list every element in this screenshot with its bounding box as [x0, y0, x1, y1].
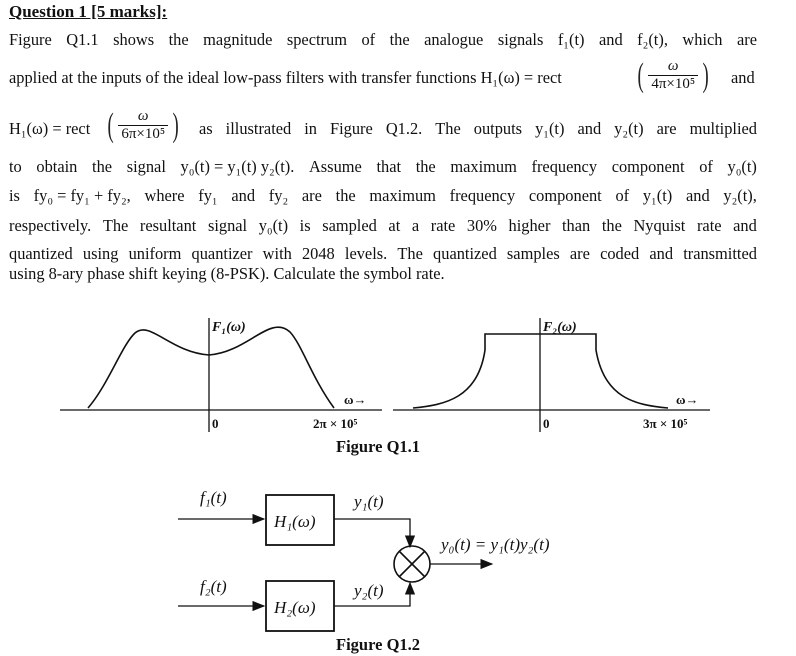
word: Q1.1 [66, 30, 99, 49]
f1-zero: 0 [212, 416, 219, 431]
frac2-num: ω [118, 108, 168, 126]
line2-text: applied at the inputs of the ideal low-pass filters with transfer functions H₁(ω) = rect [9, 68, 562, 87]
word: the [335, 186, 356, 205]
word: fy₁ [198, 186, 218, 205]
frac1-num: ω [648, 58, 698, 76]
word: and [231, 186, 256, 205]
word: and [599, 30, 623, 49]
input2-label: f₂(t) [200, 577, 227, 596]
word: 2048 [301, 244, 335, 263]
word: and [733, 216, 757, 235]
output-label: y₀(t) = y₁(t)y₂(t) [441, 535, 550, 554]
rect-argument-2: ( $\frac{\omega}{\text{6π×10⁵}}$ ) [107, 106, 179, 144]
word: 30% [466, 216, 497, 235]
word: resultant [139, 216, 197, 235]
word: analogue [424, 30, 484, 49]
word: spectrum [286, 30, 347, 49]
word: y₀(t) [727, 157, 757, 176]
word: maximum [369, 186, 436, 205]
word: a [411, 216, 420, 235]
f1-label: F₁(ω) [212, 320, 246, 335]
word: of [361, 30, 376, 49]
word: at [388, 216, 401, 235]
word: f₂(t), [637, 30, 668, 49]
frac1-den: 4π×10⁵ [651, 76, 696, 92]
word: The [102, 216, 129, 235]
word: of [615, 186, 630, 205]
word: The [435, 119, 461, 138]
word: and [649, 244, 674, 263]
f2-label: F₂(ω) [543, 320, 577, 335]
word: signal [126, 157, 166, 176]
word: the [389, 30, 410, 49]
f2-omega-arrow: ω→ [676, 392, 699, 407]
word: Figure [9, 30, 52, 49]
word: and [577, 119, 602, 138]
word: are [301, 186, 322, 205]
word: frequency [449, 186, 516, 205]
word: outputs [473, 119, 523, 138]
word: that [376, 157, 402, 176]
word: are [656, 119, 677, 138]
word: using [82, 244, 119, 263]
f2-zero: 0 [543, 416, 550, 431]
word: of [699, 157, 713, 176]
word: coded [600, 244, 640, 263]
word: y₂(t), [723, 186, 757, 205]
word: which [682, 30, 723, 49]
word: as [199, 119, 213, 138]
word: y₁(t) [642, 186, 673, 205]
word: Nyquist [633, 216, 686, 235]
word: Figure [330, 119, 373, 138]
y2-label: y₂(t) [354, 581, 384, 600]
word: with [262, 244, 292, 263]
word: signals [497, 30, 544, 49]
word: obtain [36, 157, 78, 176]
word: in [304, 119, 317, 138]
word: higher [508, 216, 551, 235]
word: frequency [531, 157, 598, 176]
rect-argument-1: ( $\frac{\omega}{\text{4π×10⁵}}$ ) [637, 56, 709, 94]
h2-label: H₂(ω) [274, 598, 316, 617]
word: are [569, 244, 590, 263]
word: The [397, 244, 423, 263]
question-title: Question 1 [5 marks]: [9, 2, 168, 21]
word: y₀(t) = y₁(t) y₂(t). [180, 157, 295, 176]
word: and [685, 186, 710, 205]
word: are [736, 30, 757, 49]
y1-path [334, 519, 410, 547]
word: the [92, 157, 113, 176]
word: levels. [344, 244, 388, 263]
word: f₁(t) [557, 30, 585, 49]
word: Q1.2. [385, 119, 423, 138]
word: Assume [308, 157, 362, 176]
word: is [9, 186, 20, 205]
line2-and: and [731, 68, 755, 87]
word: the [601, 216, 622, 235]
word: respectively. [9, 216, 92, 235]
word: transmitted [683, 244, 757, 263]
word: component [528, 186, 602, 205]
word: component [611, 157, 685, 176]
word: quantizer [191, 244, 253, 263]
f2-tick-label: 3π × 10⁵ [643, 416, 688, 431]
question-line-8: using 8-ary phase shift keying (8-PSK). Calculate the symbol rate. [9, 264, 445, 283]
word: the [168, 30, 189, 49]
word: is [299, 216, 311, 235]
word: signal [207, 216, 248, 235]
f1-tick-label: 2π × 10⁵ [313, 416, 358, 431]
word: y₁(t) [535, 119, 565, 138]
word: uniform [128, 244, 182, 263]
y1-label: y₁(t) [354, 492, 384, 511]
word: the [415, 157, 436, 176]
word: y₂(t) [614, 119, 644, 138]
word: quantized [433, 244, 497, 263]
input1-label: f₁(t) [200, 488, 227, 507]
word: fy₂ [268, 186, 289, 205]
word: illustrated [225, 119, 292, 138]
word: samples [506, 244, 560, 263]
word: maximum [450, 157, 517, 176]
word: rate [430, 216, 456, 235]
word: y₀(t) [258, 216, 289, 235]
word: shows [113, 30, 155, 49]
word: rate [696, 216, 722, 235]
word: sampled [322, 216, 377, 235]
word: to [9, 157, 22, 176]
word: quantized [9, 244, 73, 263]
word: where [144, 186, 185, 205]
figure-q1-1-caption: Figure Q1.1 [336, 437, 421, 456]
word: multiplied [689, 119, 757, 138]
figure-q1-2-caption: Figure Q1.2 [336, 635, 421, 654]
h1-label: H₁(ω) [274, 512, 316, 531]
frac2-den: 6π×10⁵ [121, 126, 166, 142]
f1-omega-arrow: ω→ [344, 392, 367, 407]
line3-text: H₁(ω) = rect [9, 119, 91, 138]
word: fy₀ = fy₁ + fy₂, [33, 186, 131, 205]
word: than [562, 216, 591, 235]
word: magnitude [203, 30, 273, 49]
